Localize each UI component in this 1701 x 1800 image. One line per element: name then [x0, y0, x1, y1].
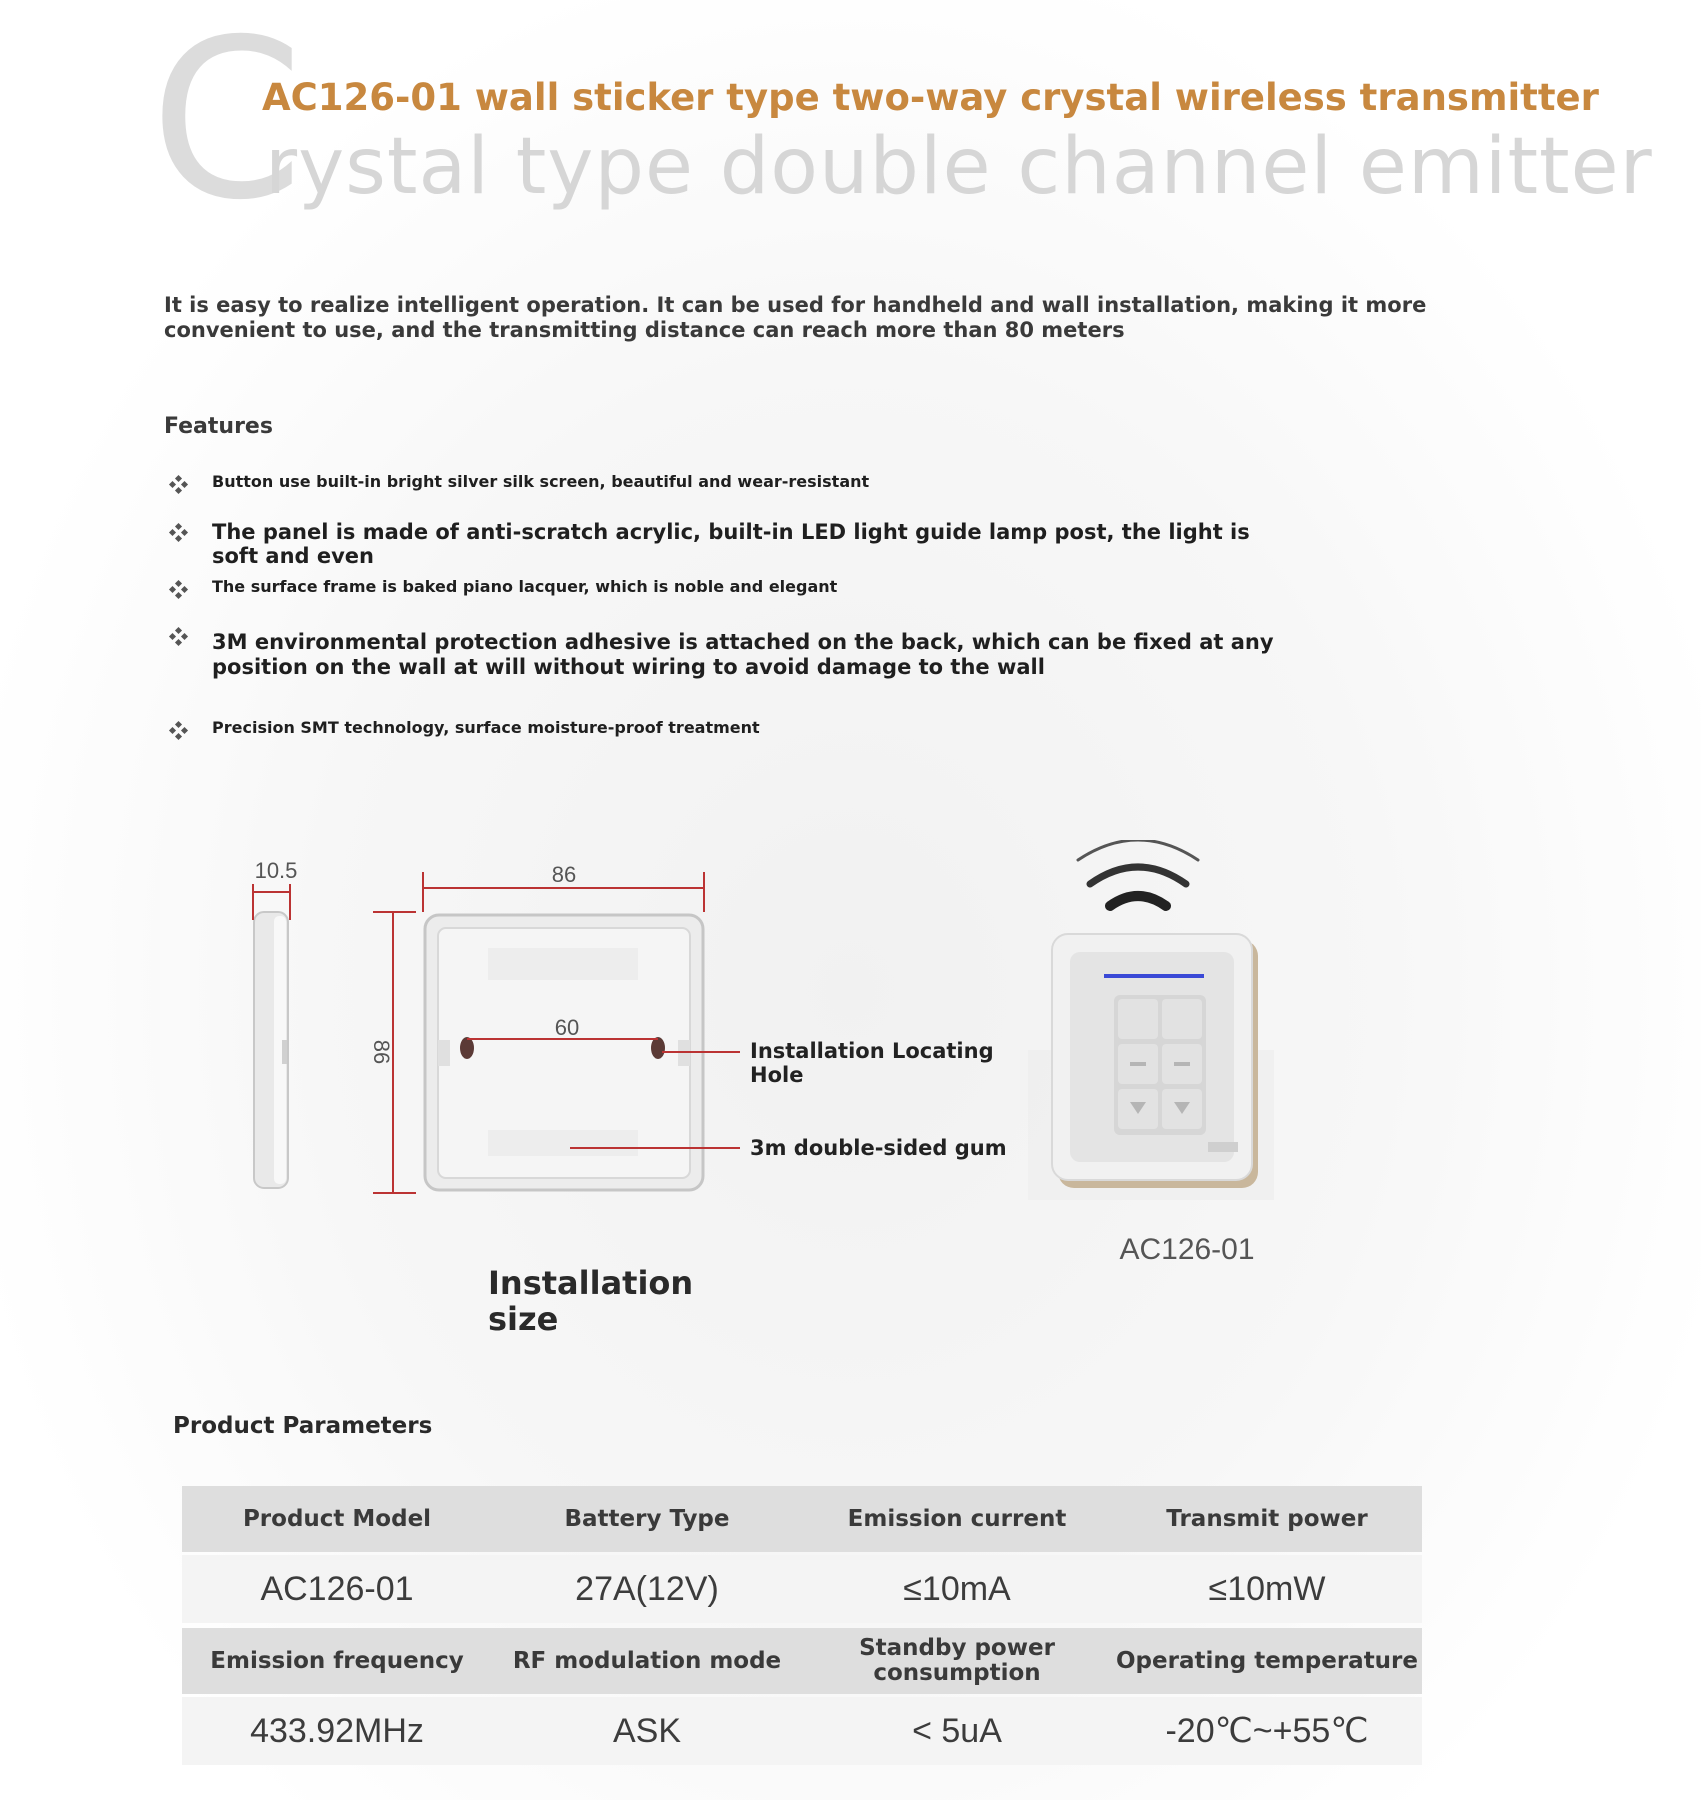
table-header-row — [182, 1486, 1422, 1552]
table-header-cell: Emission current — [847, 1505, 1067, 1532]
installation-size-caption: Installation size — [488, 1264, 694, 1338]
width-dimension-label: 86 — [551, 862, 577, 887]
diamond-bullet-icon — [170, 524, 188, 542]
product-parameters-heading: Product Parameters — [173, 1413, 433, 1439]
background-wordmark: rystal type double channel emitter — [265, 122, 1653, 212]
table-row — [182, 1555, 1422, 1623]
table-cell: ≤10mW — [1208, 1569, 1326, 1608]
callout-locating-hole: Installation Locating Hole — [750, 1039, 994, 1087]
parameters-table — [182, 1486, 1422, 1765]
intro-paragraph: It is easy to realize intelligent operation. It can be used for handheld and wall installation, making it more convenient to use, and the transmitting distance can reach more than 80 meters — [164, 293, 1427, 342]
table-cell: -20℃~+55℃ — [1165, 1712, 1369, 1750]
table-row — [182, 1697, 1422, 1765]
feature-item — [170, 472, 1302, 494]
table-header-cell: RF modulation mode — [512, 1647, 782, 1674]
height-dimension-label: 86 — [369, 1039, 394, 1065]
features-heading: Features — [164, 414, 273, 439]
product-photo — [1028, 934, 1274, 1200]
diamond-bullet-icon — [170, 581, 188, 599]
back-view — [369, 862, 740, 1193]
table-cell: 27A(12V) — [575, 1569, 719, 1608]
table-header-cell: Emission frequency — [210, 1647, 464, 1674]
installation-diagram — [230, 840, 1300, 1280]
feature-item — [170, 630, 1312, 680]
table-header-cell: Product Model — [242, 1505, 432, 1532]
table-header-cell: Operating temperature — [1116, 1647, 1418, 1674]
product-model-label: AC126-01 — [1119, 1233, 1255, 1266]
diamond-bullet-icon — [170, 476, 188, 494]
table-header-row — [182, 1628, 1422, 1694]
feature-text: Precision SMT technology, surface moisture-proof treatment — [212, 718, 760, 737]
diamond-bullet-icon — [170, 628, 188, 646]
feature-text: The surface frame is baked piano lacquer, which is noble and elegant — [212, 577, 838, 596]
feature-text: Button use built-in bright silver silk screen, beautiful and wear-resistant — [212, 472, 870, 491]
table-cell: AC126-01 — [260, 1569, 414, 1608]
table-cell: ≤10mA — [903, 1569, 1011, 1608]
table-header-cell: Battery Type — [564, 1505, 730, 1532]
hole-spacing-label: 60 — [554, 1015, 580, 1040]
feature-item — [170, 520, 1302, 568]
page-title: AC126-01 wall sticker type two-way crystal wireless transmitter — [262, 76, 1599, 119]
depth-dimension-label: 10.5 — [254, 858, 298, 883]
feature-item — [170, 718, 1302, 740]
feature-item — [170, 577, 1302, 599]
table-cell: ASK — [612, 1711, 682, 1750]
side-view — [253, 858, 297, 1188]
table-header-cell: Standby power consumption — [859, 1635, 1055, 1686]
table-header-cell: Transmit power — [1166, 1505, 1368, 1532]
background-letter-c: C — [150, 0, 304, 248]
feature-text: The panel is made of anti-scratch acrylic, built-in LED light guide lamp post, the light is soft and even — [212, 520, 1250, 568]
table-cell: < 5uA — [912, 1711, 1002, 1750]
feature-text: 3M environmental protection adhesive is attached on the back, which can be fixed at any position on the wall at will without wiring to avoid damage to the wall — [212, 630, 1274, 679]
callout-double-sided-gum: 3m double-sided gum — [750, 1136, 1007, 1160]
diamond-bullet-icon — [170, 722, 188, 740]
wireless-signal-icon — [1078, 840, 1198, 906]
table-cell: 433.92MHz — [250, 1711, 424, 1750]
